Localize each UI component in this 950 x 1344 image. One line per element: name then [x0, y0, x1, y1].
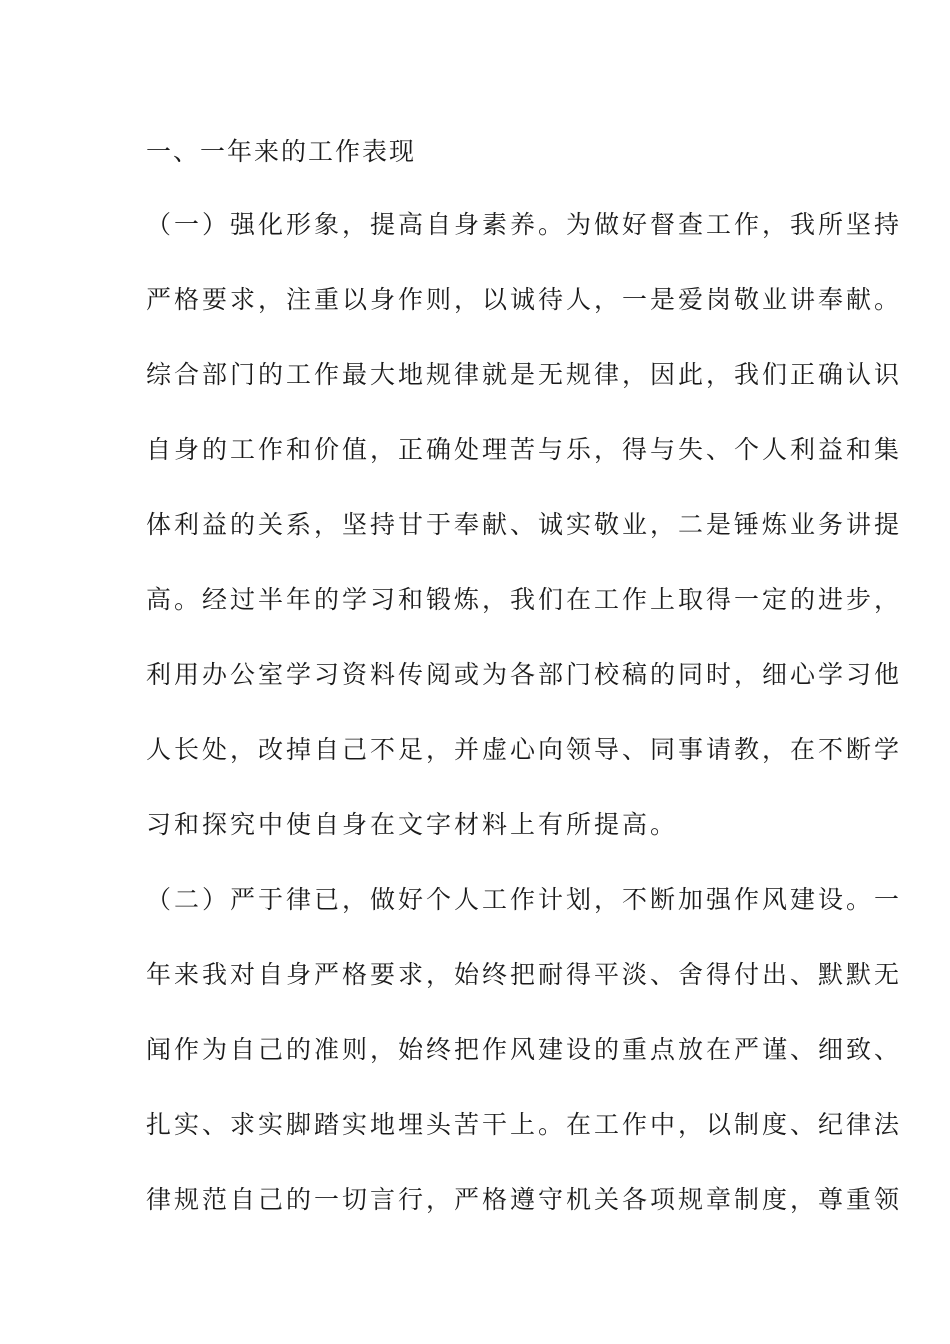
paragraph-line: 利用办公室学习资料传阅或为各部门校稿的同时，细心学习他: [146, 660, 903, 689]
paragraph-line: （一）强化形象，提高自身素养。为做好督查工作，我所坚持: [146, 210, 903, 239]
paragraph-line: （二）严于律已，做好个人工作计划，不断加强作风建设。一: [146, 885, 903, 914]
paragraph-line: 扎实、求实脚踏实地埋头苦干上。在工作中，以制度、纪律法: [146, 1110, 903, 1139]
paragraph-line: 人长处，改掉自己不足，并虚心向领导、同事请教，在不断学: [146, 735, 903, 764]
section-heading: 一、一年来的工作表现: [146, 137, 417, 166]
paragraph-line: 严格要求，注重以身作则，以诚待人，一是爱岗敬业讲奉献。: [146, 285, 903, 314]
paragraph-line: 年来我对自身严格要求，始终把耐得平淡、舍得付出、默默无: [146, 960, 903, 989]
paragraph-line: 体利益的关系，坚持甘于奉献、诚实敬业，二是锤炼业务讲提: [146, 510, 903, 539]
paragraph-line: 律规范自己的一切言行，严格遵守机关各项规章制度，尊重领: [146, 1185, 903, 1214]
paragraph-line: 高。经过半年的学习和锻炼，我们在工作上取得一定的进步，: [146, 585, 903, 614]
paragraph-line: 综合部门的工作最大地规律就是无规律，因此，我们正确认识: [146, 360, 903, 389]
paragraph-line: 习和探究中使自身在文字材料上有所提高。: [146, 810, 679, 839]
paragraph-line: 闻作为自己的准则，始终把作风建设的重点放在严谨、细致、: [146, 1035, 903, 1064]
paragraph-line: 自身的工作和价值，正确处理苦与乐，得与失、个人利益和集: [146, 435, 903, 464]
